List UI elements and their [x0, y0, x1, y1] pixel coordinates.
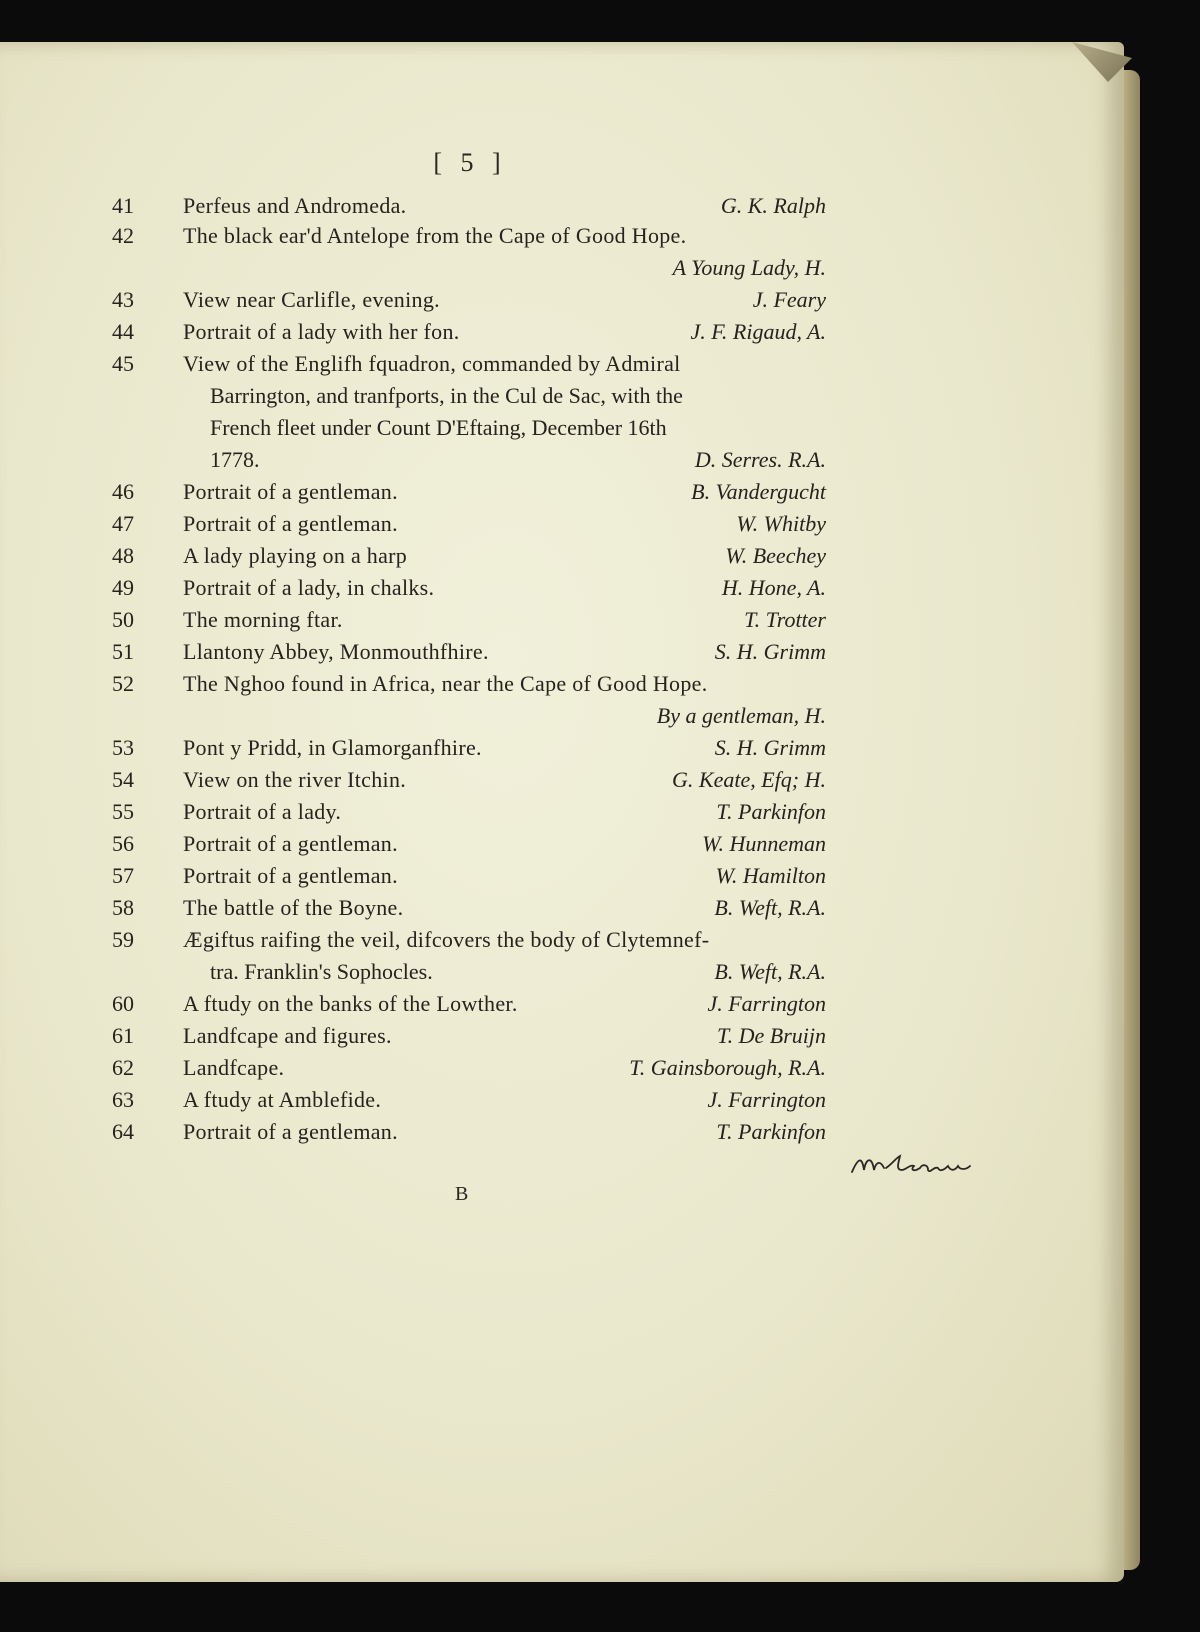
entry-artist: G. Keate, Efq; H. — [672, 767, 826, 792]
catalogue-entry — [0, 796, 1124, 828]
entry-number: 49 — [112, 575, 134, 600]
entry-artist: T. Gainsborough, R.A. — [629, 1055, 826, 1080]
entry-number: 50 — [112, 607, 134, 632]
catalogue-entry — [0, 1020, 1124, 1052]
entry-number: 46 — [112, 479, 134, 504]
entry-number: 53 — [112, 735, 134, 760]
catalogue-entry — [0, 732, 1124, 764]
entry-number: 56 — [112, 831, 134, 856]
entry-title: View on the river Itchin. — [183, 767, 407, 792]
entry-number: 62 — [112, 1055, 134, 1080]
entry-title-continued: tra. Franklin's Sophocles. — [210, 959, 433, 984]
entry-number: 44 — [112, 319, 134, 344]
signature-mark: B — [455, 1183, 469, 1205]
catalogue-entry — [0, 508, 1124, 540]
entry-artist: J. Farrington — [707, 991, 826, 1016]
entry-title: Portrait of a gentleman. — [183, 863, 398, 888]
entry-artist: T. Parkinfon — [716, 1119, 826, 1144]
entry-number: 52 — [112, 671, 134, 696]
entry-title: The morning ftar. — [183, 607, 343, 632]
entry-title: Perfeus and Andromeda. — [183, 193, 407, 218]
entry-title: Portrait of a gentleman. — [183, 831, 398, 856]
entry-artist: W. Hamilton — [715, 863, 826, 888]
entry-artist: B. Weft, R.A. — [714, 895, 826, 920]
entry-artist: H. Hone, A. — [721, 575, 826, 600]
catalogue-entry-artist-line — [0, 444, 1124, 476]
entry-title: Portrait of a gentleman. — [183, 479, 398, 504]
entry-number: 60 — [112, 991, 134, 1016]
entry-number: 57 — [112, 863, 134, 888]
entry-number: 63 — [112, 1087, 134, 1112]
catalogue-entry — [0, 860, 1124, 892]
entry-number: 64 — [112, 1119, 134, 1144]
catalogue-entry — [0, 1052, 1124, 1084]
entry-number: 59 — [112, 927, 134, 952]
entry-artist: W. Whitby — [736, 511, 826, 536]
entry-artist: T. De Bruijn — [717, 1023, 826, 1048]
entry-artist: G. K. Ralph — [720, 193, 826, 218]
page-number-header: [ 5 ] — [433, 148, 507, 177]
catalogue-entry — [0, 540, 1124, 572]
entry-title: Portrait of a gentleman. — [183, 511, 398, 536]
entry-title: The Nghoo found in Africa, near the Cape of Good Hope. — [183, 671, 708, 696]
entry-number: 45 — [112, 351, 134, 376]
entry-number: 61 — [112, 1023, 134, 1048]
entry-artist: S. H. Grimm — [714, 735, 826, 760]
catalogue-entry — [0, 572, 1124, 604]
entry-title-continued: French fleet under Count D'Eftaing, December 16th — [210, 415, 667, 440]
entry-artist: A Young Lady, H. — [672, 255, 826, 280]
entry-title-continued: Barrington, and tranfports, in the Cul de Sac, with the — [210, 383, 683, 408]
catalogue-entry-artist-line — [0, 956, 1124, 988]
entry-title: Pont y Pridd, in Glamorganfhire. — [183, 735, 482, 760]
entry-artist: B. Weft, R.A. — [714, 959, 826, 984]
entry-title: Landfcape. — [183, 1055, 285, 1080]
catalogue-entry — [0, 636, 1124, 668]
catalogue-entry — [0, 828, 1124, 860]
entry-title: Landfcape and figures. — [183, 1023, 392, 1048]
entry-artist: D. Serres. R.A. — [694, 447, 826, 472]
catalogue-entry — [0, 220, 1124, 252]
catalogue-entry — [0, 988, 1124, 1020]
entry-title: Portrait of a lady, in chalks. — [183, 575, 435, 600]
entry-title: A ftudy at Amblefide. — [183, 1087, 382, 1112]
entry-title: The battle of the Boyne. — [183, 895, 404, 920]
entry-title: A lady playing on a harp — [183, 543, 408, 568]
entry-artist: J. Farrington — [707, 1087, 826, 1112]
catalogue-entry — [0, 284, 1124, 316]
entry-number: 47 — [112, 511, 134, 536]
entry-title: Portrait of a lady. — [183, 799, 342, 824]
entry-number: 55 — [112, 799, 134, 824]
entry-number: 43 — [112, 287, 134, 312]
catalogue-entry — [0, 316, 1124, 348]
entry-number: 41 — [112, 193, 134, 218]
catalogue-entry — [0, 1116, 1124, 1148]
entry-artist: By a gentleman, H. — [656, 703, 826, 728]
entry-number: 54 — [112, 767, 134, 792]
entry-title: View near Carlifle, evening. — [183, 287, 440, 312]
entry-title: The black ear'd Antelope from the Cape of Good Hope. — [183, 223, 687, 248]
entry-artist: J. F. Rigaud, A. — [690, 319, 826, 344]
catalogue-entry — [0, 668, 1124, 700]
catalogue-entry — [0, 348, 1124, 380]
entry-artist: W. Hunneman — [702, 831, 826, 856]
entry-title: Llantony Abbey, Monmouthfhire. — [183, 639, 489, 664]
catalogue-entry — [0, 924, 1124, 956]
entry-title: Portrait of a lady with her fon. — [183, 319, 460, 344]
entry-number: 48 — [112, 543, 134, 568]
entry-number: 51 — [112, 639, 134, 664]
entry-artist: W. Beechey — [725, 543, 826, 568]
entry-artist: B. Vandergucht — [691, 479, 826, 504]
entry-title: A ftudy on the banks of the Lowther. — [183, 991, 518, 1016]
catalogue-entry — [0, 892, 1124, 924]
catalogue-entry — [0, 1084, 1124, 1116]
catalogue-entry — [0, 476, 1124, 508]
entry-number: 42 — [112, 223, 134, 248]
catalogue-entry — [0, 190, 1124, 222]
entry-title-continued: 1778. — [210, 447, 260, 472]
entry-title: View of the Englifh fquadron, commanded by Admiral — [183, 351, 681, 376]
entry-title: Ægiftus raifing the veil, difcovers the body of Clytemnef- — [183, 927, 710, 952]
catalogue-entry-artist-line — [0, 700, 1124, 732]
entry-artist: J. Feary — [752, 287, 826, 312]
catalogue-entry — [0, 764, 1124, 796]
catalogue-entry-artist-line — [0, 252, 1124, 284]
entry-artist: T. Parkinfon — [716, 799, 826, 824]
entry-artist: T. Trotter — [744, 607, 826, 632]
entry-artist: S. H. Grimm — [714, 639, 826, 664]
entry-number: 58 — [112, 895, 134, 920]
entry-title: Portrait of a gentleman. — [183, 1119, 398, 1144]
catalogue-entry — [0, 604, 1124, 636]
handwritten-annotation-icon — [848, 1148, 988, 1182]
